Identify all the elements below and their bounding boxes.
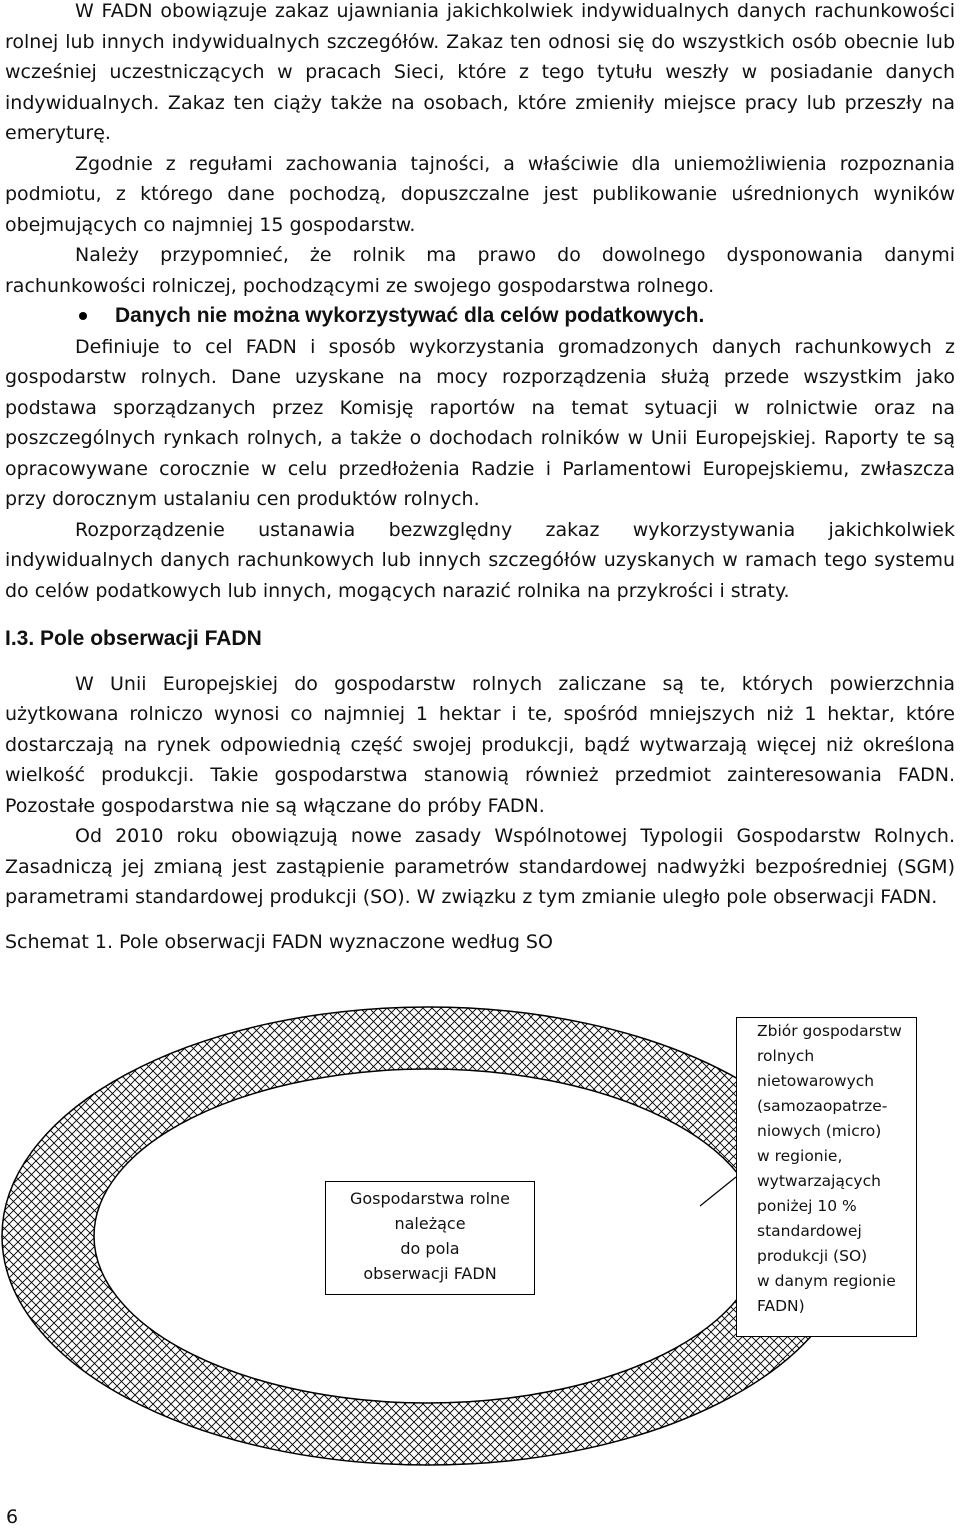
bullet-text: Danych nie można wykorzystywać dla celów podatkowych.	[115, 304, 705, 327]
paragraph-fadn-purpose: Definiuje to cel FADN i sposób wykorzystania gromadzonych danych rachunkowych z gospodarstw rolnych. Dane uzyskane na mocy rozporządzenia służą przede wszystkim jako podstawa sporządzanych przez Komisję raportów na temat sytuacji w rolnictwie oraz na poszczególnych rynkach rolnych, a także o dochodach rolników w Unii Europejskiej. Raporty te są opracowywane corocznie w celu przedłożenia Radzie i Parlamentowi Europejskiemu, zwłaszcza przy dorocznym ustalaniu cen produktów rolnych.	[5, 335, 955, 510]
outer-label-line: standardowej	[757, 1222, 862, 1240]
diagram-caption: Schemat 1. Pole obserwacji FADN wyznaczone według SO	[5, 930, 553, 953]
paragraph-typology-change: Od 2010 roku obowiązują nowe zasady Wspólnotowej Typologii Gospodarstw Rolnych. Zasadniczą jej zmianą jest zastąpienie parametrów standardowej nadwyżki bezpośredniej (SGM) parametrami standardowej produkcji (SO). W związku z tym zmianie uległo pole obserwacji FADN.	[5, 825, 955, 908]
outer-label-line: produkcji (SO)	[757, 1247, 868, 1265]
paragraph-farm-definition: W Unii Europejskiej do gospodarstw rolnych zaliczane są te, których powierzchnia użytkowana rolniczo wynosi co najmniej 1 hektar i te, spośród mniejszych niż 1 hektar, które dostarczają na rynek odpowiednią część swojej produkcji, bądź wytwarzają więcej niż określona wielkość produkcji. Takie gospodarstwa stanowią również przedmiot zainteresowania FADN. Pozostałe gospodarstwa nie są włączane do próby FADN.	[5, 672, 955, 817]
outer-label-line: wytwarzających	[757, 1172, 881, 1190]
body-text	[5, 0, 955, 957]
inner-label-box	[325, 1181, 535, 1295]
bullet-tax-warning	[5, 301, 955, 332]
inner-label-line: Gospodarstwa rolne	[349, 1189, 511, 1208]
outer-label-line: w danym regionie	[757, 1272, 896, 1290]
outer-label-line: niowych (micro)	[757, 1122, 882, 1140]
outer-label-line: poniżej 10 %	[757, 1197, 857, 1215]
outer-label-line: FADN)	[757, 1297, 805, 1315]
inner-label-line: do pola	[400, 1239, 460, 1258]
page-number: 6	[6, 1506, 19, 1528]
outer-label-line: Zbiór gospodarstw	[757, 1022, 902, 1040]
inner-label-line: obserwacji FADN	[363, 1264, 497, 1283]
section-heading: I.3. Pole obserwacji FADN	[5, 627, 262, 650]
paragraph-confidentiality: W FADN obowiązuje zakaz ujawniania jakichkolwiek indywidualnych danych rachunkowości rolnej lub innych indywidualnych szczegółów. Zakaz ten odnosi się do wszystkich osób obecnie lub wcześniej uczestniczących w pracach Sieci, które z tego tytułu weszły w posiadanie danych indywidualnych. Zakaz ten ciąży także na osobach, które zmieniły miejsce pracy lub przeszły na emeryturę.	[5, 0, 955, 144]
inner-label-line: należące	[394, 1214, 466, 1233]
paragraph-regulation-ban: Rozporządzenie ustanawia bezwzględny zakaz wykorzystywania jakichkolwiek indywidualnych danych rachunkowych lub innych szczegółów uzyskanych w ramach tego systemu do celów podatkowych lub innych, mogących narazić rolnika na przykrości i straty.	[5, 518, 955, 602]
outer-label-line: (samozaopatrze-	[757, 1097, 888, 1115]
paragraph-farmer-rights: Należy przypomnieć, że rolnik ma prawo do dowolnego dysponowania danymi rachunkowości rolniczej, pochodzącymi ze swojego gospodarstwa rolnego.	[5, 244, 955, 297]
bullet-icon	[79, 312, 87, 320]
paragraph-confidentiality-rules: Zgodnie z regułami zachowania tajności, a właściwie dla uniemożliwienia rozpoznania podmiotu, z którego dane pochodzą, dopuszczalne jest publikowanie uśrednionych wyników obejmujących co najmniej 15 gospodarstw.	[5, 152, 955, 236]
outer-label-line: w regionie,	[757, 1147, 843, 1165]
fadn-field-diagram	[0, 990, 960, 1510]
outer-label-line: rolnych	[757, 1047, 815, 1065]
outer-label-box	[736, 1017, 917, 1337]
outer-label-line: nietowarowych	[757, 1072, 875, 1090]
